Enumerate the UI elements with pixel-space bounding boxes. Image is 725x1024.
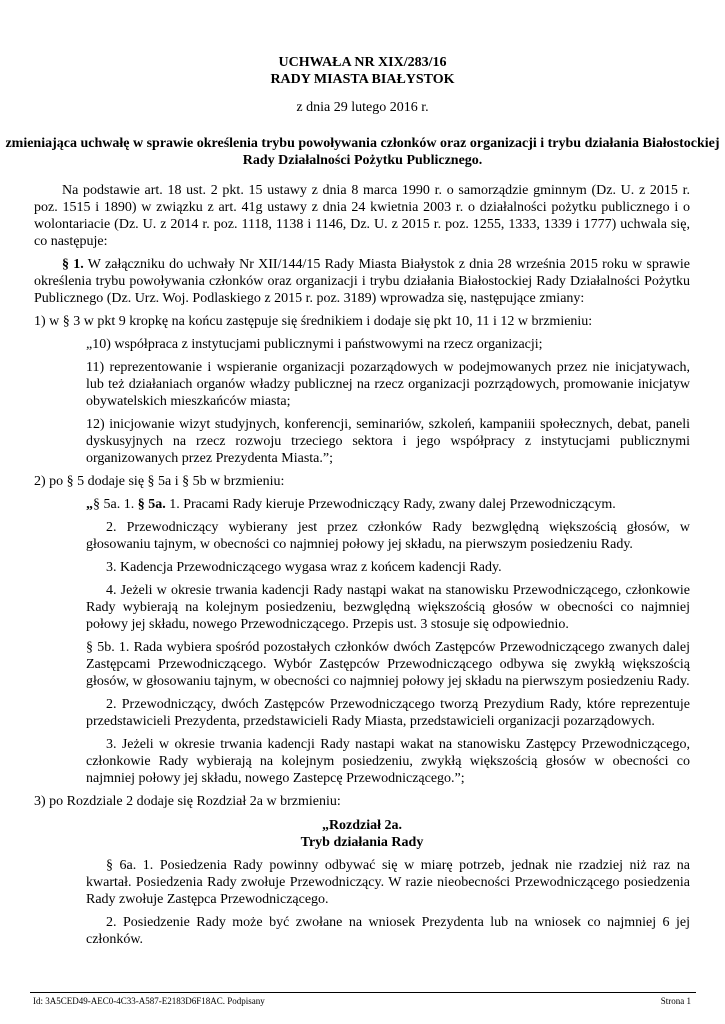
- section-6a-point-2: 2. Posiedzenie Rady może być zwołane na wniosek Prezydenta lub na wniosek co najmniej 6 jej członków.: [86, 915, 690, 947]
- paragraph-1-label: § 1.: [62, 257, 84, 272]
- resolution-subject: zmieniająca uchwałę w sprawie określenia trybu powoływania członków oraz organizacji i trybu działania Białostockiej Rady Działalności Pożytku Publicznego.: [5, 136, 720, 168]
- footer-divider: [30, 992, 696, 993]
- document-signature-id: Id: 3A5CED49-AEC0-4C33-A587-E2183D6F18AC. Podpisany: [33, 996, 265, 1006]
- document-header: [0, 54, 725, 169]
- section-5a-label: § 5a.: [137, 497, 166, 512]
- section-6a-point-1: § 6a. 1. Posiedzenia Rady powinny odbywać się w miarę potrzeb, jednak nie rzadziej niż raz na kwartał. Posiedzenia Rady zwołuje Przewodniczący. W razie nieobecności Przewodniczącego posiedzenia Rady zwołuje Zastępca Przewodniczącego.: [86, 858, 690, 907]
- change-item-1: 1) w § 3 w pkt 9 kropkę na końcu zastępuje się średnikiem i dodaje się pkt 10, 11 i 12 w brzmieniu:: [34, 314, 593, 329]
- section-5a-point-1: [34, 496, 690, 513]
- section-5a-point-2: 2. Przewodniczący wybierany jest przez członków Rady bezwględną większością głosów, w głosowaniu tajnym, w obecności co najmniej połowy jej składu, na pierwszym posiedzeniu Rady.: [86, 520, 690, 552]
- resolution-date: z dnia 29 lutego 2016 r.: [296, 100, 429, 115]
- change-item-3: 3) po Rozdziale 2 dodaje się Rozdział 2a w brzmieniu:: [34, 794, 341, 809]
- section-5a-prefix: § 5a. 1.: [93, 497, 138, 512]
- legal-basis-paragraph: Na podstawie art. 18 ust. 2 pkt. 15 ustawy z dnia 8 marca 1990 r. o samorządzie gminnym (Dz. U. z 2015 r. poz. 1515 i 1890) w związku z art. 41g ustawy z dnia 24 kwietnia 2003 r. o działalności pożytku publicznego i o wolontariacie (Dz. U. z 2014 r. poz. 1118, 1138 i 1146, Dz. U. z 2015 r. poz. 1255, 1333, 1339 i 1777) uchwala się, co następuje:: [34, 183, 690, 249]
- section-5a-point-4: 4. Jeżeli w okresie trwania kadencji Rady nastąpi wakat na stanowisku Przewodniczącego, członkowie Rady wybierają na kolejnym posiedzeniu, bezwględną większością głosów w obecności co najmniej połowy jej składu, nowego Przewodniczącego. Przepis ust. 3 stosuje się odpowiednio.: [86, 583, 690, 632]
- section-5b-point-3: 3. Jeżeli w okresie trwania kadencji Rady nastapi wakat na stanowisku Zastępcy Przewodniczącego, członkowie Rady wybierają na kolejnym posiedzeniu, zwykłą większością głosów w obecności co najmniej połowy jej składu, nowego Zastepcę Przewodniczącego.”;: [86, 737, 690, 786]
- document-body: [34, 182, 690, 948]
- opening-quote-mark: „: [86, 497, 93, 512]
- section-5b-point-1: § 5b. 1. Rada wybiera spośród pozostałych członków dwóch Zastępców Przewodniczącego zwanych dalej Zastępcami Przewodniczącego. Wybór Zastępców Przewodniczącego odbywa się zwykłą większością głosów, w głosowaniu tajnym, w obecności co najmniej połowy jej składu na pierwszym posiedzeniu Rady.: [86, 640, 690, 689]
- section-5b-point-2: 2. Przewodniczący, dwóch Zastępców Przewodniczącego tworzą Prezydium Rady, które reprezentuje przedstawicieli Prezydenta, przedstawicieli Rady Miasta, przedstawicieli organizacji pozarządowych.: [86, 697, 690, 729]
- section-5a-point-3: 3. Kadencja Przewodniczącego wygasa wraz z końcem kadencji Rady.: [106, 560, 502, 575]
- chapter-heading-title: Tryb działania Rady: [300, 835, 424, 850]
- chapter-heading-number: „Rozdział 2a.: [321, 818, 403, 833]
- change-item-2: 2) po § 5 dodaje się § 5a i § 5b w brzmieniu:: [34, 474, 285, 489]
- point-11: 11) reprezentowanie i wspieranie organizacji pozarządowych w podejmowanych przez nie inicjatywach, lub też działaniach organów władzy publicznej na rzecz organizacji pozrządowych, promowanie inicjatyw obywatelskich mieszkańców miasta;: [86, 360, 690, 409]
- paragraph-1: [34, 256, 690, 307]
- page-number: Strona 1: [660, 996, 691, 1006]
- point-10: „10) współpraca z instytucjami publicznymi i państwowymi na rzecz organizacji;: [86, 337, 543, 352]
- issuing-body: RADY MIASTA BIAŁYSTOK: [270, 72, 455, 87]
- section-5a-point-1-text: 1. Pracami Rady kieruje Przewodniczący Rady, zwany dalej Przewodniczącym.: [165, 497, 616, 512]
- point-12: 12) inicjowanie wizyt studyjnych, konferencji, seminariów, szkoleń, kampaniii społecznych, debat, paneli dyskusyjnych na rzecz rozwoju trzeciego sektora i jego współpracy z instytucjami publicznymi organizowanych przez Prezydenta Miasta.”;: [86, 417, 690, 466]
- paragraph-1-text: W załączniku do uchwały Nr XII/144/15 Rady Miasta Białystok z dnia 28 września 2015 roku w sprawie określenia trybu powoływania członków oraz organizacji i trybu działania Białostockiej Rady Działalności Pożytku Publicznego (Dz. Urz. Woj. Podlaskiego z 2015 r. poz. 3189) wprowadza się, następujące zmiany:: [34, 257, 691, 306]
- resolution-number: UCHWAŁA NR XIX/283/16: [278, 55, 447, 70]
